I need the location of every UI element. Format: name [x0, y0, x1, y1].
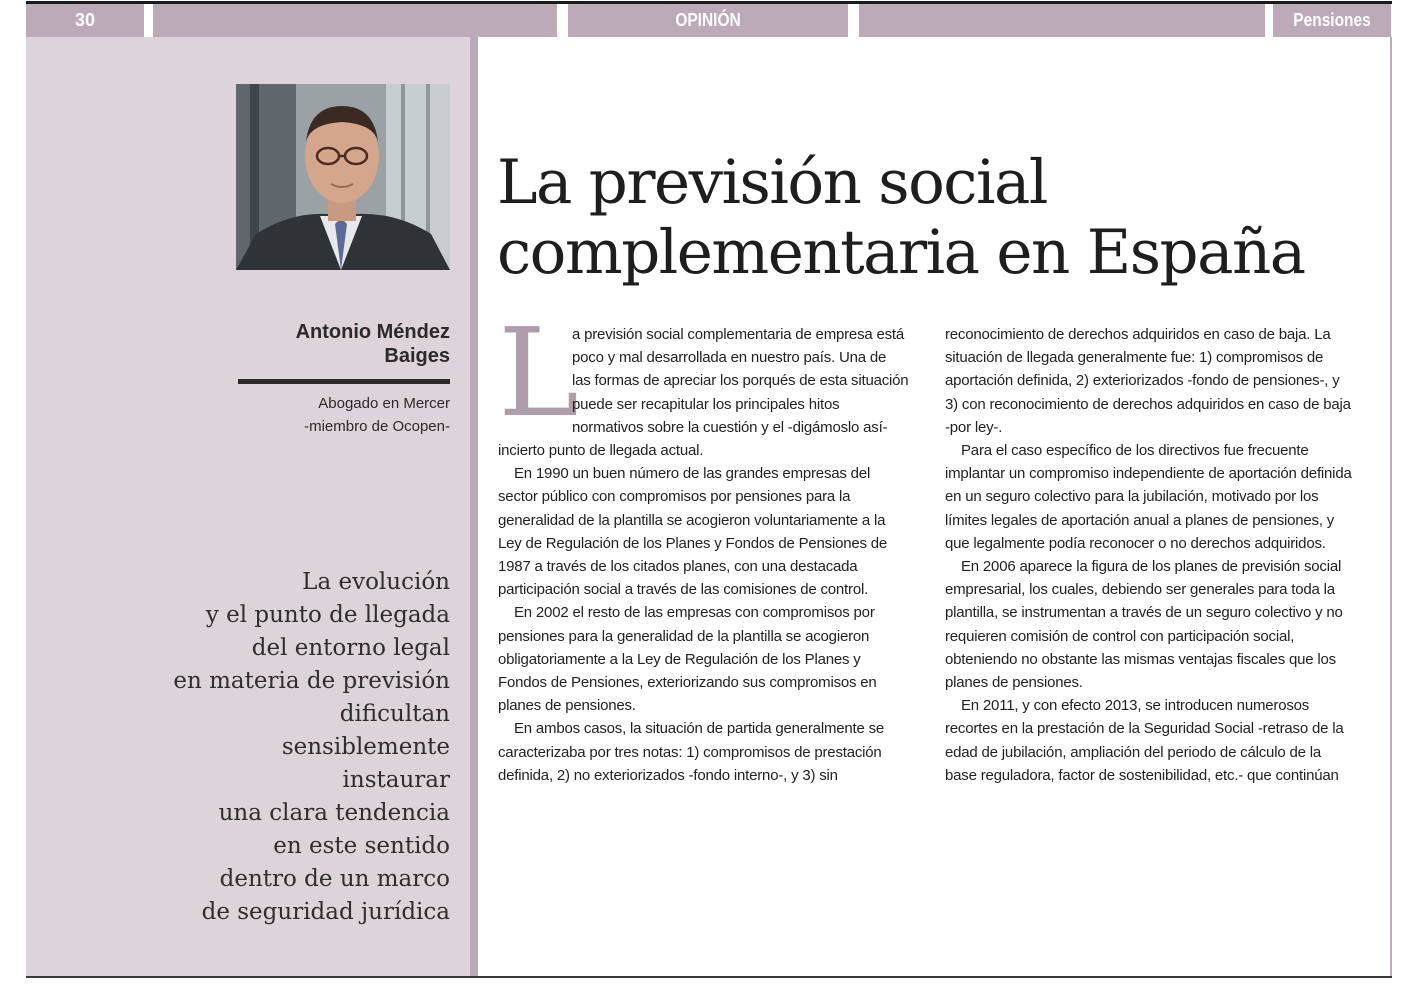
- pull-quote-line: sensiblemente: [281, 734, 450, 760]
- header-bar-left: [153, 4, 557, 37]
- text-line: plantilla, se instrumentan a través de un seguro colectivo y no: [945, 604, 1343, 622]
- text-line: reconocimiento de derechos adquiridos en caso de baja. La: [945, 326, 1331, 343]
- text-line: planes de pensiones.: [498, 697, 636, 715]
- article-paragraph: [498, 601, 930, 717]
- pull-quote-line: en materia de previsión: [173, 668, 450, 694]
- author-role-line1: Abogado en Mercer: [318, 395, 450, 412]
- drop-cap: L: [498, 302, 579, 444]
- article-paragraph: [945, 439, 1373, 555]
- article-title: [497, 148, 1377, 288]
- text-line: obligatoriamente a la Ley de Regulación de los Planes y: [498, 650, 861, 668]
- text-line: Fondos de Pensiones, exteriorizando sus compromisos en: [498, 674, 877, 692]
- pull-quote-line: instaurar: [342, 767, 450, 793]
- text-line: 3) con reconocimiento de derechos adquiridos en caso de baja: [945, 395, 1351, 413]
- column-divider: [470, 37, 478, 976]
- article-paragraph: [945, 555, 1373, 694]
- section-label: OPINIÓN: [675, 10, 741, 30]
- pull-quote-line: de seguridad jurídica: [201, 899, 450, 925]
- article-paragraph: [945, 694, 1373, 787]
- text-line: las formas de apreciar los porqués de esta situación: [572, 372, 909, 390]
- topic-box: [1273, 4, 1391, 37]
- author-photo: [236, 84, 450, 270]
- text-line: planes de pensiones.: [945, 674, 1083, 692]
- text-line: implantar un compromiso independiente de aportación definida: [945, 465, 1352, 483]
- article-paragraph: [945, 323, 1373, 439]
- author-name: [190, 320, 450, 368]
- text-line: que legalmente podía reconocer o no derechos adquiridos.: [945, 534, 1326, 552]
- text-line: incierto punto de llegada actual.: [498, 442, 704, 460]
- header-bar-right: [859, 4, 1265, 37]
- text-line: edad de jubilación, ampliación del periodo de cálculo de la: [945, 743, 1321, 761]
- pull-quote-line: y el punto de llegada: [205, 602, 450, 628]
- text-line: definida, 2) no exteriorizados -fondo interno-, y 3) sin: [498, 766, 838, 784]
- article-title-line2: complementaria en España: [497, 217, 1305, 288]
- article-paragraph: [498, 462, 930, 601]
- pull-quote-line: del entorno legal: [251, 635, 450, 661]
- article-paragraph: [498, 302, 930, 462]
- author-portrait-illustration: [236, 84, 450, 270]
- text-line: situación de llegada generalmente fue: 1) compromisos de: [945, 349, 1324, 367]
- pull-quote: [150, 566, 450, 929]
- text-line: pensiones para la generalidad de la plantilla se acogieron: [498, 627, 870, 645]
- page-number: 30: [74, 10, 96, 30]
- text-line: participación social a través de las comisiones de control.: [498, 581, 869, 599]
- section-box: [568, 4, 848, 37]
- article-paragraph: [498, 717, 930, 787]
- text-line: Para el caso específico de los directivos fue frecuente: [961, 442, 1309, 460]
- text-line: En 2006 aparece la figura de los planes de previsión social: [961, 558, 1342, 576]
- text-line: sector público con compromisos por pensiones para la: [498, 488, 851, 506]
- pull-quote-line: una clara tendencia: [218, 800, 450, 826]
- text-line: caracterizaba por tres notas: 1) compromisos de prestación: [498, 743, 882, 761]
- author-role: [190, 392, 450, 438]
- text-line: En 1990 un buen número de las grandes empresas del: [514, 465, 871, 483]
- right-edge-rule: [1390, 37, 1392, 976]
- text-line: -por ley-.: [945, 418, 1003, 436]
- text-line: generalidad de la plantilla se acogieron voluntariamente a la: [498, 511, 886, 529]
- text-line: puede ser recapitular los principales hitos: [572, 395, 840, 413]
- text-line: En 2011, y con efecto 2013, se introducen numerosos: [961, 697, 1310, 715]
- topic-label: Pensiones: [1293, 10, 1371, 30]
- article-title-line1: La previsión social: [497, 147, 1047, 218]
- text-line: En 2002 el resto de las empresas con compromisos por: [514, 604, 875, 622]
- text-line: a previsión social complementaria de empresa está: [572, 326, 905, 343]
- text-line: Ley de Regulación de los Planes y Fondos de Pensiones de: [498, 534, 888, 552]
- pull-quote-line: en este sentido: [273, 833, 450, 859]
- footer-rule: [26, 976, 1392, 978]
- text-line: límites legales de aportación anual a planes de pensiones, y: [945, 511, 1335, 529]
- page-number-box: [26, 4, 144, 37]
- text-line: base reguladora, factor de sostenibilidad, etc.- que continúan: [945, 766, 1339, 784]
- pull-quote-line: La evolución: [302, 569, 450, 595]
- article-column-2: [945, 323, 1373, 787]
- text-line: obteniendo no obstante las mismas ventajas fiscales que los: [945, 650, 1336, 668]
- author-rule: [238, 379, 450, 384]
- text-line: normativos sobre la cuestión y el -digámoslo así-: [572, 418, 888, 436]
- text-line: aportación definida, 2) exteriorizados -fondo de pensiones-, y: [945, 372, 1340, 390]
- author-name-line2: Baiges: [384, 345, 450, 367]
- author-name-line1: Antonio Méndez: [295, 321, 450, 343]
- text-line: 1987 a través de los citados planes, con una destacada: [498, 558, 858, 576]
- text-line: en un seguro colectivo para la jubilación, motivado por los: [945, 488, 1319, 506]
- text-line: En ambos casos, la situación de partida generalmente se: [514, 720, 885, 738]
- article-column-1: [498, 302, 930, 787]
- pull-quote-line: dificultan: [339, 701, 450, 727]
- text-line: requieren comisión de control con participación social,: [945, 627, 1295, 645]
- text-line: recortes en la prestación de la Seguridad Social -retraso de la: [945, 720, 1344, 738]
- pull-quote-line: dentro de un marco: [219, 866, 450, 892]
- text-line: poco y mal desarrollada en nuestro país. Una de: [572, 349, 887, 367]
- text-line: empresarial, los cuales, debiendo ser generales para toda la: [945, 581, 1335, 599]
- author-role-line2: -miembro de Ocopen-: [304, 418, 450, 435]
